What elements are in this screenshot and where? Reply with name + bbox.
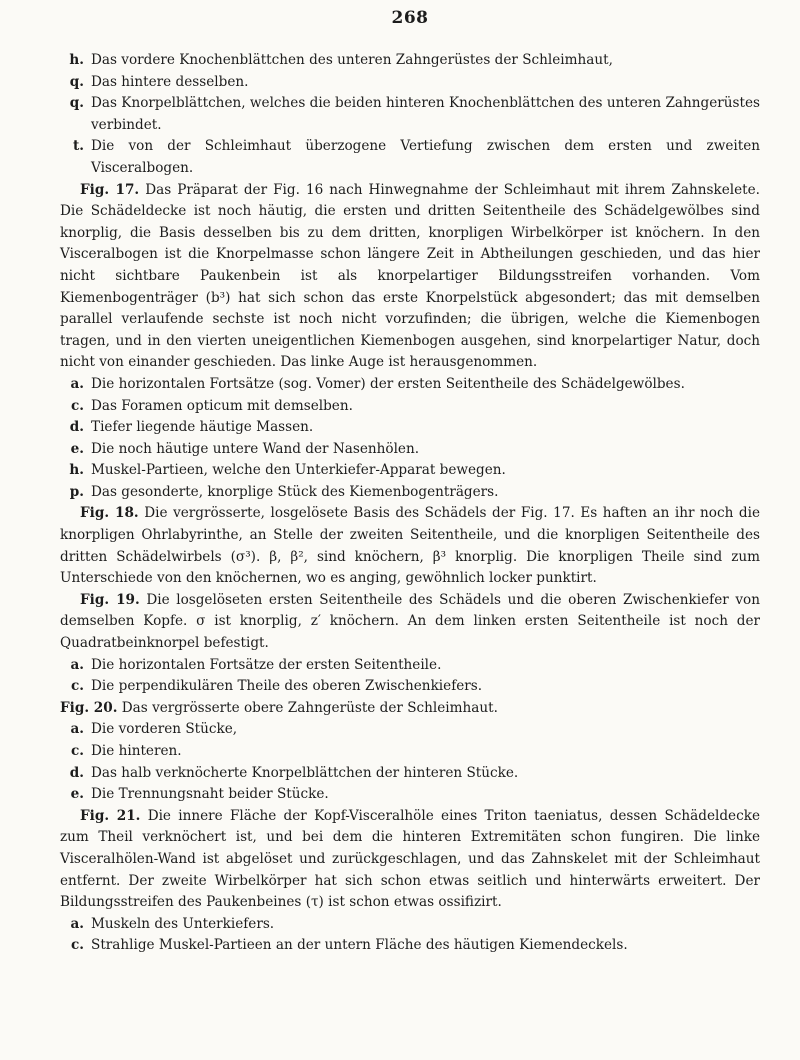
item-text: Tiefer liegende häutige Massen. <box>91 419 314 436</box>
paragraph-text: Das vergrösserte obere Zahngerüste der Schleimhaut. <box>121 699 498 716</box>
item-label: q. <box>69 95 84 112</box>
legend-item <box>60 460 760 482</box>
legend-item <box>60 741 760 763</box>
item-text: Die horizontalen Fortsätze (sog. Vomer) der ersten Seitentheile des Schädelgewölbes. <box>91 375 685 392</box>
item-label: c. <box>70 397 84 414</box>
item-text: Die horizontalen Fortsätze der ersten Seitentheile. <box>91 656 442 673</box>
item-text: Das hintere desselben. <box>91 73 249 90</box>
item-label: q. <box>69 73 84 90</box>
item-text: Das Knorpelblättchen, welches die beiden hinteren Knochenblättchen des unteren Zahngerüstes verbindet. <box>91 95 760 133</box>
item-text: Das halb verknöcherte Knorpelblättchen der hinteren Stücke. <box>91 764 519 781</box>
figure-ref: Fig. 21. <box>80 807 141 824</box>
figure-ref: Fig. 18. <box>80 505 139 522</box>
item-label: a. <box>70 721 84 738</box>
item-label: d. <box>69 419 84 436</box>
legend-item <box>60 655 760 677</box>
item-label: a. <box>70 656 84 673</box>
legend-item <box>60 136 760 179</box>
item-label: p. <box>69 483 84 500</box>
item-label: h. <box>69 52 84 68</box>
paragraph-text: Die losgelöseten ersten Seitentheile des Schädels und die oberen Zwischenkiefer von demselben Kopfe. σ ist knorplig, z′ knöchern. An dem linken ersten Seitentheile ist noch der Quadratbeinknorpel befestigt. <box>60 591 760 652</box>
item-text: Die von der Schleimhaut überzogene Vertiefung zwischen dem ersten und zweiten Visceralbogen. <box>91 138 760 176</box>
item-text: Muskel-Partieen, welche den Unterkiefer-Apparat bewegen. <box>91 462 506 479</box>
legend-item <box>60 396 760 418</box>
item-text: Die vorderen Stücke, <box>91 721 238 738</box>
item-text: Die noch häutige untere Wand der Nasenhölen. <box>91 440 420 457</box>
legend-item <box>60 914 760 936</box>
legend-item <box>60 719 760 741</box>
figure-ref: Fig. 17. <box>80 181 140 198</box>
item-text: Das gesonderte, knorplige Stück des Kiemenbogenträgers. <box>91 483 499 500</box>
figure-paragraph <box>60 698 760 720</box>
item-label: h. <box>69 462 84 479</box>
legend-item <box>60 439 760 461</box>
item-label: a. <box>70 915 84 932</box>
page-number: 268 <box>391 8 429 28</box>
legend-item <box>60 374 760 396</box>
item-text: Die hinteren. <box>91 743 182 759</box>
legend-item <box>60 763 760 785</box>
item-text: Das vordere Knochenblättchen des unteren Zahngerüstes der Schleimhaut, <box>91 52 613 68</box>
item-label: e. <box>70 440 84 457</box>
item-label: c. <box>70 678 84 695</box>
paragraph-text: Die vergrösserte, losgelösete Basis des Schädels der Fig. 17. Es haften an ihr noch die knorpligen Ohrlabyrinthe, an Stelle der zweiten Seitentheile, und die knorpligen Seitentheile des dritten Schädelwirbels (σ³). β, β², sind knöchern, β³ knorplig. Die knorpligen Theile sind zum Unterschiede von den knöchernen, wo es anging, gewöhnlich locker punktirt. <box>60 505 761 587</box>
legend-item <box>60 482 760 504</box>
figure-paragraph <box>60 590 760 655</box>
legend-item <box>60 676 760 698</box>
item-label: e. <box>70 786 84 803</box>
item-text: Strahlige Muskel-Partieen an der untern Fläche des häutigen Kiemendeckels. <box>91 937 628 954</box>
figure-paragraph <box>60 503 760 589</box>
paragraph-text: Das Präparat der Fig. 16 nach Hinwegnahme der Schleimhaut mit ihrem Zahnskelete. Die Schädeldecke ist noch häutig, die ersten und dritten Seitentheile des Schädelgewölbes sind knorplig, die Basis desselben bis zu dem dritten, knorpligen Wirbelkörper ist knöchern. In den Visceralbogen ist die Knorpelmasse schon längere Zeit in Abtheilungen geschieden, und das hier nicht sichtbare Paukenbein ist als knorpelartiger Bildungsstreifen vorhanden. Vom Kiemenbogenträger (b³) hat sich schon das erste Knorpelstück abgesondert; das mit demselben parallel verlaufende sechste ist noch nicht vorzufinden; die übrigen, welche die Kiemenbogen tragen, und in den vierten uneigentlichen Kiemenbogen ausgehen, sind knorpelartiger Natur, doch nicht von einander geschieden. Das linke Auge ist herausgenommen. <box>60 181 760 371</box>
item-text: Die Trennungsnaht beider Stücke. <box>91 786 329 803</box>
item-label: a. <box>70 375 84 392</box>
item-label: d. <box>69 764 84 781</box>
legend-item <box>60 72 760 94</box>
legend-item <box>60 50 760 72</box>
figure-paragraph <box>60 806 760 914</box>
item-text: Muskeln des Unterkiefers. <box>91 915 275 932</box>
item-label: c. <box>70 743 84 759</box>
legend-item <box>60 417 760 439</box>
item-text: Das Foramen opticum mit demselben. <box>91 397 353 414</box>
figure-ref: Fig. 20. <box>60 699 118 716</box>
legend-item <box>60 935 760 957</box>
figure-paragraph <box>60 180 760 374</box>
paragraph-text: Die innere Fläche der Kopf-Visceralhöle eines Triton taeniatus, dessen Schädeldecke zum Theil verknöchert ist, und bei dem die hinteren Extremitäten schon fungiren. Die linke Visceralhölen-Wand ist abgelöset und zurückgeschlagen, und das Zahnskelet mit der Schleimhaut entfernt. Der zweite Wirbelkörper hat sich schon etwas seitlich und hinterwärts erweitert. Der Bildungsstreifen des Paukenbeines (τ) ist schon etwas ossifizirt. <box>60 807 760 911</box>
item-label: t. <box>72 138 84 155</box>
legend-item <box>60 784 760 806</box>
legend-item <box>60 93 760 136</box>
page-text <box>60 50 760 957</box>
item-text: Die perpendikulären Theile des oberen Zwischenkiefers. <box>91 678 483 695</box>
figure-ref: Fig. 19. <box>80 591 140 608</box>
item-label: c. <box>70 937 84 954</box>
